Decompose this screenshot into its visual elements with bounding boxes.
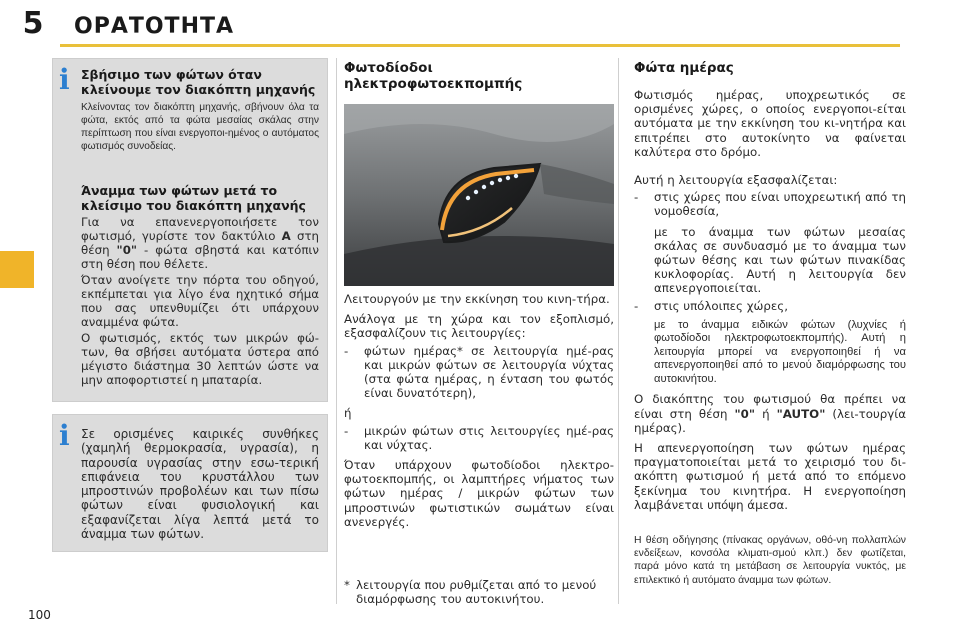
footnote: * λειτουργία που ρυθμίζεται από το μενού διαμόρφωσης του αυτοκινήτου. (344, 578, 597, 607)
paragraph: Φωτισμός ημέρας, υποχρεωτικός σε ορισμένες χώρες, ο οποίος ενεργοποι-είται αυτόματα με την εκκίνηση του κι-νητήρα και επιτρέπει στο αυτοκίνητο να φαίνεται καλύτερα στο δρόμο. (634, 88, 906, 159)
paragraph: Όταν υπάρχουν φωτοδίοδοι ηλεκτρο-φωτοεκπομπής, οι λαμπτήρες νήματος των φώτων ημέρας / μικρών φώτων των μπροστινών φωτιστικών σωμάτων είναι ανενεργές. (344, 458, 614, 529)
note-text: Όταν ανοίγετε την πόρτα του οδηγού, εκπέμπεται για λίγο ένα ηχητικό σήμα που σας υπενθυμίζει ότι υπάρχουν αναμμένα φώτα. (81, 273, 319, 329)
info-icon: i (59, 63, 70, 96)
list-item: - μικρών φώτων στις λειτουργίες ημέ-ρας και νύχτας. (344, 423, 614, 452)
list-item: - στις υπόλοιπες χώρες, (634, 298, 788, 313)
paragraph: Λειτουργούν με την εκκίνηση του κινη-τήρα. (344, 292, 610, 306)
daylight-section (634, 60, 906, 587)
column-divider (336, 58, 337, 604)
list-item: - φώτων ημέρας* σε λειτουργία ημέ-ρας και μικρών φώτων σε λειτουργία νύχτας (στα φώτα ημέρας, η ένταση του φωτός είναι δυνατότερη), (344, 343, 614, 401)
chapter-title: ΟΡΑΤΟΤΗΤΑ (74, 14, 235, 39)
section-title: Φωτοδίοδοι ηλεκτροφωτοεκπομπής (344, 60, 523, 92)
note-text: Σε ορισμένες καιρικές συνθήκες (χαμηλή θερμοκρασία, υγρασία), η παρουσία υγρασίας στην εσω-τερική επιφάνεια του κρυστάλλου των μπροστινών προβολέων και των πίσω φώτων είναι φυσιολογική και εξαφανίζεται λίγα λεπτά μετά το άναμμα των φώτων. (81, 427, 319, 542)
note-heading: Άναμμα των φώτων μετά το κλείσιμο του διακόπτη μηχανής (81, 183, 306, 213)
info-note-lights-off (52, 58, 328, 402)
section-title: Φώτα ημέρας (634, 60, 734, 76)
note-text: Για να επανενεργοποιήσετε τον φωτισμό, γυρίστε τον δακτύλιο A στη θέση "0" - φώτα σβηστά και κατόπιν στη θέση που θέλετε. (81, 215, 320, 271)
note-block-condensation (81, 427, 319, 541)
paragraph: Η θέση οδήγησης (πίνακας οργάνων, οθό-νη πολλαπλών ενδείξεων, κονσόλα κλιματι-σμού κλπ.) δεν φωτίζεται, παρά μόνο κατά τη μετάβαση σε λειτουργία νυκτός, με επιλεκτικό ή αυτόματο άναμμα των φώτων. (634, 534, 906, 586)
paragraph: ή (344, 406, 352, 421)
list-item: - στις χώρες που είναι υποχρεωτική από τη νομοθεσία, (634, 190, 906, 219)
page-number: 100 (28, 608, 51, 622)
chapter-number: 5 (22, 6, 44, 41)
note-block-lights-on (81, 183, 319, 387)
led-section (344, 60, 614, 529)
note-block-switch-off (81, 67, 319, 153)
note-heading: Σβήσιμο των φώτων όταν κλείνουμε τον διακόπτη μηχανής (81, 67, 316, 97)
info-note-condensation (52, 414, 328, 552)
info-icon: i (59, 419, 70, 452)
list-item-detail: με το άναμμα των φώτων μεσαίας σκάλας σε συνδυασμό με το άναμμα των φώτων θέσης και των φώτων πινακίδας κυκλοφορίας. Αυτή η λειτουργία δεν απενεργοποιείται. (654, 224, 906, 296)
paragraph: Η απενεργοποίηση των φώτων ημέρας πραγματοποιείται μετά το χειρισμό του δι-ακόπτη φωτισμού ή μετά από το επόμενο ξεκίνημα του κινητήρα. Η ενεργοποίηση λαμβάνεται υπόψη άμεσα. (634, 440, 906, 512)
note-text: Κλείνοντας τον διακόπτη μηχανής, σβήνουν όλα τα φώτα, εκτός από τα φώτα μεσαίας σκάλας στην περίπτωση που είναι ενεργοποι-ημένος ο αυτόματος φωτισμός συνοδείας. (81, 102, 319, 152)
note-text: Ο φωτισμός, εκτός των μικρών φώ-των, θα σβήσει αυτόματα ύστερα από μέγιστο διάστημα 30 λεπτών ώστε να μην αποφορτιστεί η μπαταρία. (81, 331, 319, 387)
paragraph: Ανάλογα με τη χώρα και τον εξοπλισμό, εξασφαλίζουν τις λειτουργίες: (344, 312, 614, 341)
headlight-photo-illustration (344, 104, 614, 286)
list-item-detail: με το άναμμα ειδικών φώτων (λυχνίες ή φωτοδίοδοι ηλεκτροφωτοεκπομπής). Αυτή η λειτουργία μπορεί να ενεργοποιηθεί ή να απενεργοποιηθεί από το μενού διαμόρφωσης του αυτοκινήτου. (654, 318, 906, 385)
chapter-tab (0, 251, 34, 288)
paragraph: Αυτή η λειτουργία εξασφαλίζεται: (634, 173, 838, 188)
title-rule (60, 44, 900, 47)
headlight-led-photo (344, 104, 614, 286)
paragraph: Ο διακόπτης του φωτισμού θα πρέπει να είναι στη θέση "0" ή "AUTO" (λει-τουργία ημέρας). (634, 392, 907, 435)
column-divider (618, 58, 619, 604)
